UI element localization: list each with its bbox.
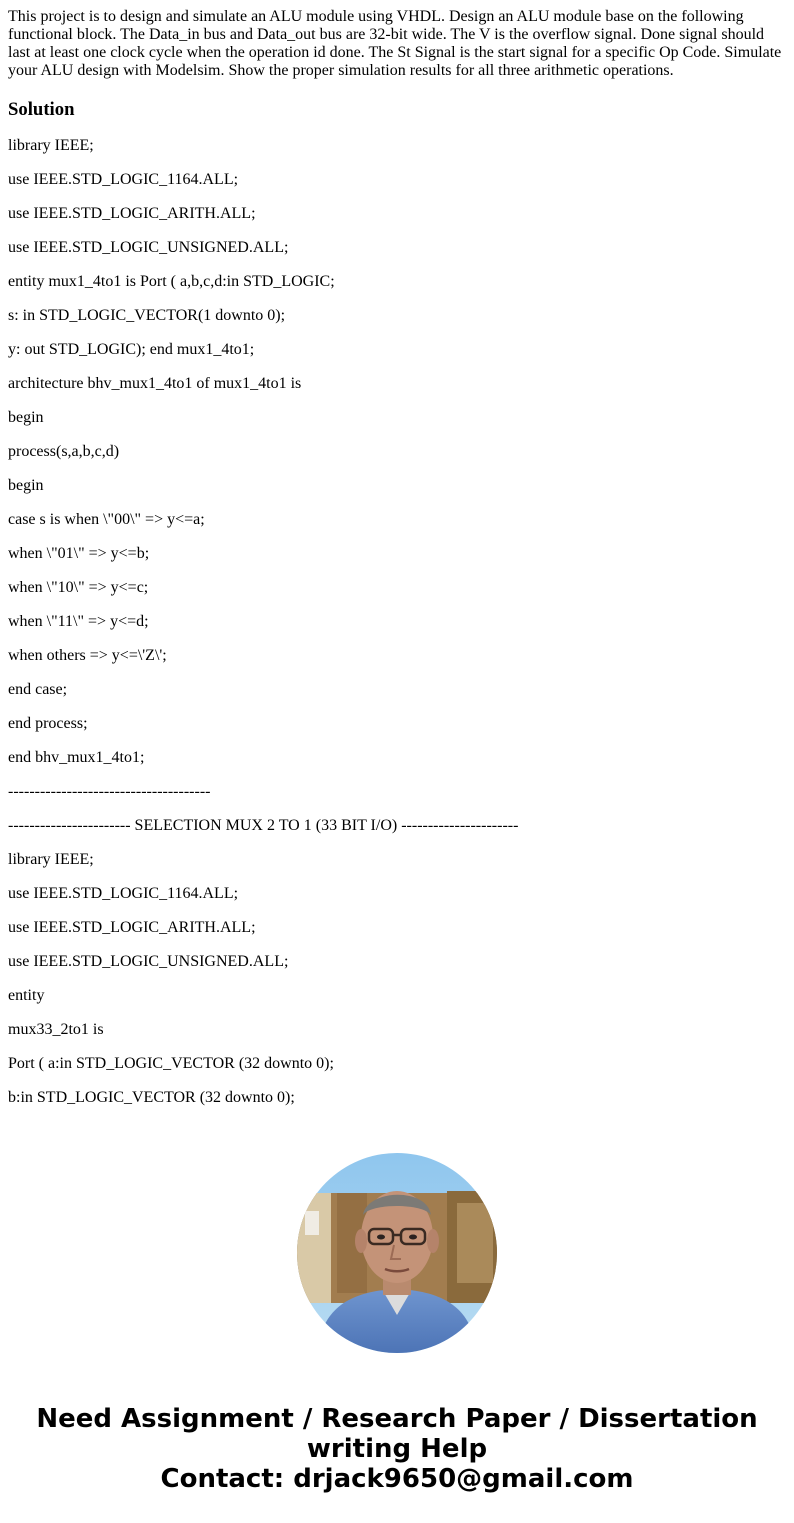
- code-line: when \"01\" => y<=b;: [8, 545, 150, 562]
- code-line: mux33_2to1 is: [8, 1021, 104, 1038]
- code-line: when others => y<=\'Z\';: [8, 647, 167, 664]
- code-line: use IEEE.STD_LOGIC_UNSIGNED.ALL;: [8, 239, 289, 256]
- code-line: b:in STD_LOGIC_VECTOR (32 downto 0);: [8, 1089, 295, 1106]
- person-photo-icon: [297, 1153, 497, 1353]
- code-line: entity mux1_4to1 is Port ( a,b,c,d:in STD_LOGIC;: [8, 273, 335, 290]
- code-line: use IEEE.STD_LOGIC_ARITH.ALL;: [8, 205, 256, 222]
- code-line: case s is when \"00\" => y<=a;: [8, 511, 205, 528]
- code-line: when \"11\" => y<=d;: [8, 613, 149, 630]
- code-line: s: in STD_LOGIC_VECTOR(1 downto 0);: [8, 307, 286, 324]
- document-body: [8, 8, 786, 1123]
- code-line: entity: [8, 987, 45, 1004]
- code-line: Port ( a:in STD_LOGIC_VECTOR (32 downto 0);: [8, 1055, 334, 1072]
- question-text: This project is to design and simulate an ALU module using VHDL. Design an ALU module base on the following functional block. The Data_in bus and Data_out bus are 32-bit wide. The V is the overflow signal. Done signal should last at least one clock cycle when the operation id done. The St Signal is the start signal for a specific Op Code. Simulate your ALU design with Modelsim. Show the proper simulation results for all three arithmetic operations.: [8, 8, 782, 79]
- promo-banner: [0, 1404, 794, 1494]
- code-line: architecture bhv_mux1_4to1 of mux1_4to1 is: [8, 375, 302, 392]
- code-block: [8, 137, 786, 1107]
- code-line: process(s,a,b,c,d): [8, 443, 120, 460]
- code-line: begin: [8, 409, 44, 426]
- solution-heading: Solution: [8, 99, 75, 120]
- avatar: [297, 1153, 497, 1353]
- code-line: use IEEE.STD_LOGIC_1164.ALL;: [8, 885, 239, 902]
- promo-line-1: Need Assignment / Research Paper / Dissertation: [36, 1404, 758, 1434]
- code-line: library IEEE;: [8, 851, 94, 868]
- code-line: end process;: [8, 715, 88, 732]
- code-line: use IEEE.STD_LOGIC_ARITH.ALL;: [8, 919, 256, 936]
- code-line: when \"10\" => y<=c;: [8, 579, 149, 596]
- promo-line-2: writing Help: [306, 1434, 488, 1464]
- code-line: use IEEE.STD_LOGIC_UNSIGNED.ALL;: [8, 953, 289, 970]
- code-line: y: out STD_LOGIC); end mux1_4to1;: [8, 341, 255, 358]
- code-line: end bhv_mux1_4to1;: [8, 749, 145, 766]
- code-line: begin: [8, 477, 44, 494]
- code-line: library IEEE;: [8, 137, 94, 154]
- promo-contact: Contact: drjack9650@gmail.com: [160, 1464, 634, 1494]
- code-line: use IEEE.STD_LOGIC_1164.ALL;: [8, 171, 239, 188]
- code-line: end case;: [8, 681, 68, 698]
- code-line: ----------------------- SELECTION MUX 2 TO 1 (33 BIT I/O) ----------------------: [8, 817, 519, 834]
- code-line: --------------------------------------: [8, 783, 211, 800]
